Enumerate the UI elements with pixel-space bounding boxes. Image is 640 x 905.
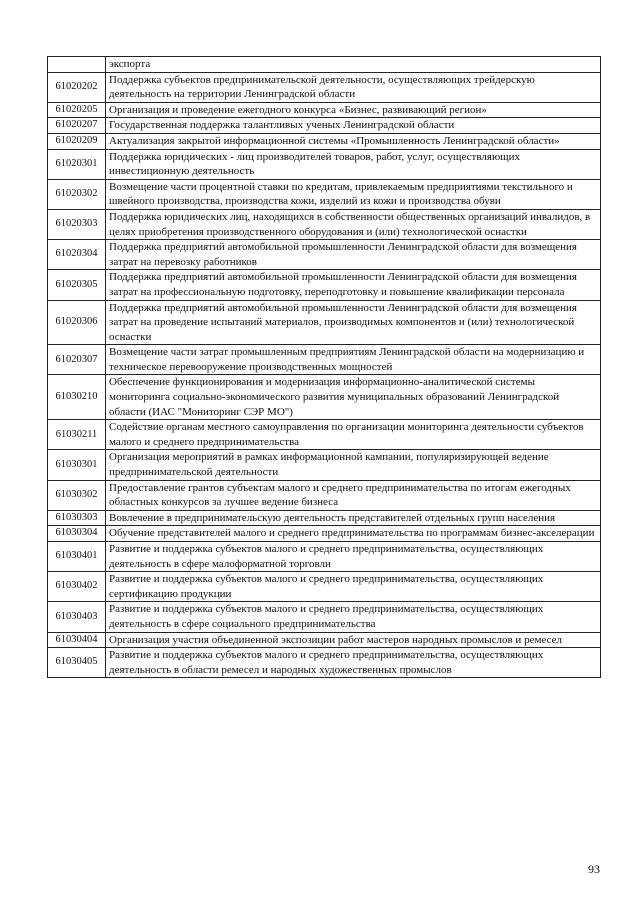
row-description: Развитие и поддержка субъектов малого и среднего предпринимательства, осуществляющих деятельность в области ремесел и народных художественных промыслов [106,648,601,678]
row-code: 61030405 [48,648,106,678]
table-row [48,300,601,345]
table-row [48,375,601,420]
table-row [48,526,601,542]
table-row [48,149,601,179]
table-row [48,118,601,134]
row-description: Обеспечение функционирования и модернизация информационно-аналитической системы мониторинга социально-экономического развития муниципальных образований Ленинградской области (ИАС "Мониторинг СЭР МО") [106,375,601,420]
row-description: Возмещение части затрат промышленным предприятиям Ленинградской области на модернизацию и техническое перевооружение производственных мощностей [106,345,601,375]
table-row [48,133,601,149]
table-row [48,270,601,300]
row-description: Развитие и поддержка субъектов малого и среднего предпринимательства, осуществляющих деятельность в сфере социального предпринимательства [106,602,601,632]
row-code: 61030301 [48,450,106,480]
row-code: 61030303 [48,510,106,526]
row-code: 61030302 [48,480,106,510]
table-row [48,602,601,632]
row-description: экспорта [106,57,601,73]
row-code: 61030401 [48,542,106,572]
row-code: 61020304 [48,240,106,270]
table-row [48,345,601,375]
row-description: Организация мероприятий в рамках информационной кампании, популяризирующей ведение предпринимательской деятельности [106,450,601,480]
row-code: 61020207 [48,118,106,134]
table-body [48,57,601,678]
table-row [48,450,601,480]
row-description: Актуализация закрытой информационной системы «Промышленность Ленинградской области» [106,133,601,149]
row-code: 61020302 [48,179,106,209]
table-row [48,510,601,526]
table-row [48,572,601,602]
table-row [48,179,601,209]
row-code: 61020306 [48,300,106,345]
row-description: Обучение представителей малого и среднего предпринимательства по программам бизнес-акселерации [106,526,601,542]
row-code: 61020202 [48,72,106,102]
page-number: 93 [588,862,600,876]
row-code: 61030404 [48,632,106,648]
table-row [48,648,601,678]
row-code: 61020303 [48,209,106,239]
row-code: 61020305 [48,270,106,300]
row-description: Вовлечение в предпринимательскую деятельность представителей отдельных групп населения [106,510,601,526]
row-description: Поддержка субъектов предпринимательской деятельности, осуществляющих трейдерскую деятельность на территории Ленинградской области [106,72,601,102]
table-row [48,240,601,270]
table-row [48,632,601,648]
table-row [48,102,601,118]
table-row [48,209,601,239]
row-description: Предоставление грантов субъектам малого и среднего предпринимательства по итогам ежегодных областных конкурсов за лучшее ведение бизнеса [106,480,601,510]
row-code: 61030211 [48,420,106,450]
row-description: Развитие и поддержка субъектов малого и среднего предпринимательства, осуществляющих сертификацию продукции [106,572,601,602]
table-row [48,420,601,450]
row-description: Организация участия объединенной экспозиции работ мастеров народных промыслов и ремесел [106,632,601,648]
table-row [48,480,601,510]
row-code: 61020205 [48,102,106,118]
row-code: 61030403 [48,602,106,632]
row-description: Поддержка предприятий автомобильной промышленности Ленинградской области для возмещения затрат на проведение испытаний материалов, производимых компонентов и (или) технологической оснастки [106,300,601,345]
row-code: 61030210 [48,375,106,420]
table-row [48,72,601,102]
row-description: Организация и проведение ежегодного конкурса «Бизнес, развивающий регион» [106,102,601,118]
row-description: Содействие органам местного самоуправления по организации мониторинга деятельности субъектов малого и среднего предпринимательства [106,420,601,450]
table-row [48,542,601,572]
row-code: 61020209 [48,133,106,149]
row-description: Возмещение части процентной ставки по кредитам, привлекаемым предприятиями текстильного и швейного производства, производства кожи, изделий из кожи и производства обуви [106,179,601,209]
row-description: Государственная поддержка талантливых ученых Ленинградской области [106,118,601,134]
row-description: Поддержка предприятий автомобильной промышленности Ленинградской области для возмещения затрат на профессиональную подготовку, переподготовку и повышение квалификации персонала [106,270,601,300]
table-row [48,57,601,73]
row-description: Поддержка юридических лиц, находящихся в собственности общественных организаций инвалидов, в целях приобретения производственного оборудования и (или) технологической оснастки [106,209,601,239]
row-code: 61030304 [48,526,106,542]
row-code: 61020301 [48,149,106,179]
row-description: Поддержка предприятий автомобильной промышленности Ленинградской области для возмещения затрат на перевозку работников [106,240,601,270]
row-description: Развитие и поддержка субъектов малого и среднего предпринимательства, осуществляющих деятельность в сфере малоформатной торговли [106,542,601,572]
row-description: Поддержка юридических - лиц производителей товаров, работ, услуг, осуществляющих инвестиционную деятельность [106,149,601,179]
budget-codes-table [47,56,601,678]
row-code: 61020307 [48,345,106,375]
row-code: 61030402 [48,572,106,602]
row-code [48,57,106,73]
